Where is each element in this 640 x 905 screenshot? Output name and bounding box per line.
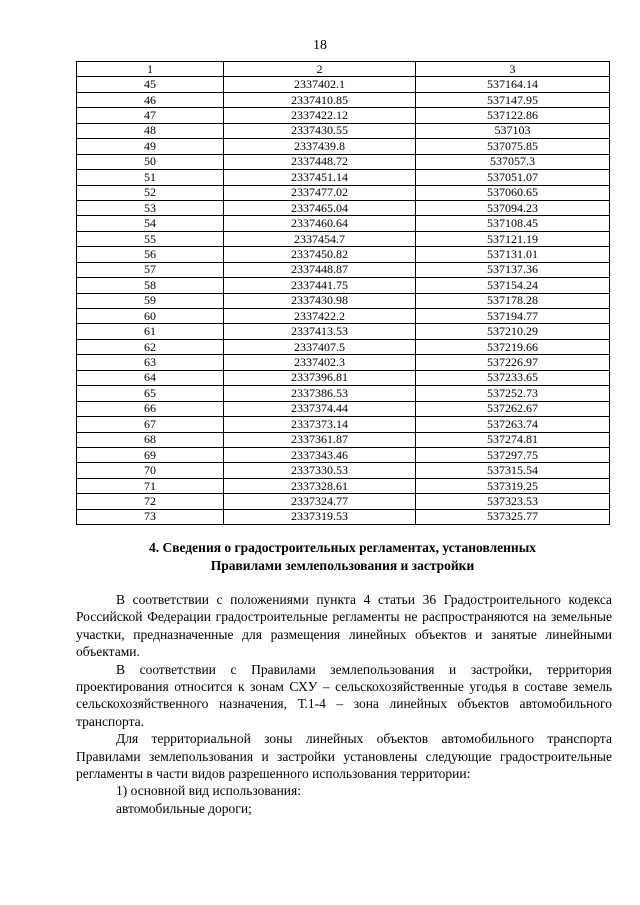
table-row xyxy=(77,154,610,169)
cell-y-coordinate: 537315.54 xyxy=(416,463,610,478)
cell-point-number: 66 xyxy=(77,401,224,416)
cell-point-number: 68 xyxy=(77,432,224,447)
cell-point-number: 63 xyxy=(77,355,224,370)
cell-x-coordinate: 2337386.53 xyxy=(224,386,416,401)
cell-x-coordinate: 2337465.04 xyxy=(224,200,416,215)
page-number: 18 xyxy=(313,38,327,53)
cell-x-coordinate: 2337422.12 xyxy=(224,108,416,123)
paragraph-3: Для территориальной зоны линейных объектов автомобильного транспорта Правилами землепользования и застройки установлены следующие градостроительные регламенты в части видов разрешенного использования территории: xyxy=(76,731,612,782)
cell-y-coordinate: 537075.85 xyxy=(416,139,610,154)
table-body xyxy=(77,77,610,525)
cell-x-coordinate: 2337324.77 xyxy=(224,494,416,509)
cell-y-coordinate: 537060.65 xyxy=(416,185,610,200)
table-row xyxy=(77,108,610,123)
cell-point-number: 59 xyxy=(77,293,224,308)
table-row xyxy=(77,293,610,308)
cell-point-number: 47 xyxy=(77,108,224,123)
paragraph-2: В соответствии с Правилами землепользования и застройки, территория проектирования относится к зонам СХУ – сельскохозяйственные угодья в составе земель сельскохозяйственного назначения, Т.1-4 – зона линейных объектов автомобильного транспорта. xyxy=(76,661,612,729)
cell-x-coordinate: 2337454.7 xyxy=(224,231,416,246)
cell-point-number: 51 xyxy=(77,170,224,185)
list-item-main-use: 1) основной вид использования: xyxy=(116,783,301,799)
cell-y-coordinate: 537219.66 xyxy=(416,339,610,354)
cell-x-coordinate: 2337330.53 xyxy=(224,463,416,478)
cell-y-coordinate: 537108.45 xyxy=(416,216,610,231)
cell-point-number: 64 xyxy=(77,370,224,385)
table-row xyxy=(77,478,610,493)
section-title-line-2: Правилами землепользования и застройки xyxy=(210,558,475,573)
cell-point-number: 69 xyxy=(77,447,224,462)
body-text xyxy=(76,591,612,817)
cell-point-number: 72 xyxy=(77,494,224,509)
cell-point-number: 73 xyxy=(77,509,224,524)
table-row xyxy=(77,92,610,107)
cell-point-number: 53 xyxy=(77,200,224,215)
cell-point-number: 46 xyxy=(77,92,224,107)
cell-x-coordinate: 2337430.98 xyxy=(224,293,416,308)
cell-y-coordinate: 537051.07 xyxy=(416,170,610,185)
table-row xyxy=(77,494,610,509)
cell-y-coordinate: 537094.23 xyxy=(416,200,610,215)
cell-point-number: 50 xyxy=(77,154,224,169)
cell-y-coordinate: 537297.75 xyxy=(416,447,610,462)
table-row xyxy=(77,185,610,200)
table-row xyxy=(77,309,610,324)
cell-point-number: 67 xyxy=(77,417,224,432)
cell-x-coordinate: 2337413.53 xyxy=(224,324,416,339)
section-title xyxy=(76,539,609,575)
cell-x-coordinate: 2337396.81 xyxy=(224,370,416,385)
cell-y-coordinate: 537323.53 xyxy=(416,494,610,509)
column-header-point: 1 xyxy=(77,62,224,77)
cell-y-coordinate: 537164.14 xyxy=(416,77,610,92)
cell-point-number: 65 xyxy=(77,386,224,401)
cell-x-coordinate: 2337373.14 xyxy=(224,417,416,432)
table-row xyxy=(77,278,610,293)
cell-y-coordinate: 537057.3 xyxy=(416,154,610,169)
table-row xyxy=(77,370,610,385)
cell-point-number: 61 xyxy=(77,324,224,339)
cell-point-number: 57 xyxy=(77,262,224,277)
cell-point-number: 56 xyxy=(77,247,224,262)
cell-x-coordinate: 2337448.87 xyxy=(224,262,416,277)
cell-x-coordinate: 2337402.3 xyxy=(224,355,416,370)
cell-y-coordinate: 537121.19 xyxy=(416,231,610,246)
column-header-y: 3 xyxy=(416,62,610,77)
cell-y-coordinate: 537131.01 xyxy=(416,247,610,262)
cell-y-coordinate: 537233.65 xyxy=(416,370,610,385)
cell-y-coordinate: 537263.74 xyxy=(416,417,610,432)
table-row xyxy=(77,463,610,478)
cell-point-number: 54 xyxy=(77,216,224,231)
cell-point-number: 71 xyxy=(77,478,224,493)
cell-y-coordinate: 537325.77 xyxy=(416,509,610,524)
cell-y-coordinate: 537103 xyxy=(416,123,610,138)
cell-y-coordinate: 537252.73 xyxy=(416,386,610,401)
cell-x-coordinate: 2337410.85 xyxy=(224,92,416,107)
cell-y-coordinate: 537178.28 xyxy=(416,293,610,308)
cell-x-coordinate: 2337450.82 xyxy=(224,247,416,262)
cell-point-number: 55 xyxy=(77,231,224,246)
cell-y-coordinate: 537319.25 xyxy=(416,478,610,493)
cell-y-coordinate: 537122.86 xyxy=(416,108,610,123)
table-row xyxy=(77,231,610,246)
table-row xyxy=(77,139,610,154)
cell-y-coordinate: 537194.77 xyxy=(416,309,610,324)
table-row xyxy=(77,509,610,524)
table-row xyxy=(77,200,610,215)
cell-point-number: 49 xyxy=(77,139,224,154)
column-header-x: 2 xyxy=(224,62,416,77)
cell-x-coordinate: 2337439.8 xyxy=(224,139,416,154)
table-row xyxy=(77,386,610,401)
cell-y-coordinate: 537137.36 xyxy=(416,262,610,277)
table-row xyxy=(77,216,610,231)
table-row xyxy=(77,339,610,354)
cell-y-coordinate: 537262.67 xyxy=(416,401,610,416)
cell-x-coordinate: 2337374.44 xyxy=(224,401,416,416)
cell-x-coordinate: 2337407.5 xyxy=(224,339,416,354)
cell-point-number: 60 xyxy=(77,309,224,324)
table-row xyxy=(77,401,610,416)
list-item-roads: автомобильные дороги; xyxy=(116,800,252,816)
table-row xyxy=(77,447,610,462)
table-row xyxy=(77,417,610,432)
cell-x-coordinate: 2337430.55 xyxy=(224,123,416,138)
cell-x-coordinate: 2337477.02 xyxy=(224,185,416,200)
paragraph-1: В соответствии с положениями пункта 4 статьи 36 Градостроительного кодекса Российской Федерации градостроительные регламенты не распространяются на земельные участки, предназначенные для размещения линейных объектов и занятые линейными объектами. xyxy=(76,592,612,660)
cell-x-coordinate: 2337441.75 xyxy=(224,278,416,293)
table-row xyxy=(77,355,610,370)
table-header-row xyxy=(77,62,610,77)
table-row xyxy=(77,170,610,185)
cell-x-coordinate: 2337328.61 xyxy=(224,478,416,493)
cell-x-coordinate: 2337343.46 xyxy=(224,447,416,462)
coordinates-table xyxy=(76,61,610,525)
cell-x-coordinate: 2337422.2 xyxy=(224,309,416,324)
table-row xyxy=(77,324,610,339)
cell-y-coordinate: 537154.24 xyxy=(416,278,610,293)
table-row xyxy=(77,432,610,447)
table-row xyxy=(77,123,610,138)
section-title-line-1: 4. Сведения о градостроительных регламентах, установленных xyxy=(149,540,536,555)
cell-y-coordinate: 537274.81 xyxy=(416,432,610,447)
cell-y-coordinate: 537147.95 xyxy=(416,92,610,107)
cell-x-coordinate: 2337460.64 xyxy=(224,216,416,231)
cell-y-coordinate: 537210.29 xyxy=(416,324,610,339)
cell-point-number: 58 xyxy=(77,278,224,293)
cell-point-number: 70 xyxy=(77,463,224,478)
cell-point-number: 45 xyxy=(77,77,224,92)
cell-x-coordinate: 2337448.72 xyxy=(224,154,416,169)
cell-point-number: 52 xyxy=(77,185,224,200)
cell-x-coordinate: 2337402.1 xyxy=(224,77,416,92)
table-row xyxy=(77,247,610,262)
cell-x-coordinate: 2337361.87 xyxy=(224,432,416,447)
cell-point-number: 62 xyxy=(77,339,224,354)
table-row xyxy=(77,262,610,277)
cell-point-number: 48 xyxy=(77,123,224,138)
table-row xyxy=(77,77,610,92)
cell-x-coordinate: 2337451.14 xyxy=(224,170,416,185)
cell-y-coordinate: 537226.97 xyxy=(416,355,610,370)
cell-x-coordinate: 2337319.53 xyxy=(224,509,416,524)
